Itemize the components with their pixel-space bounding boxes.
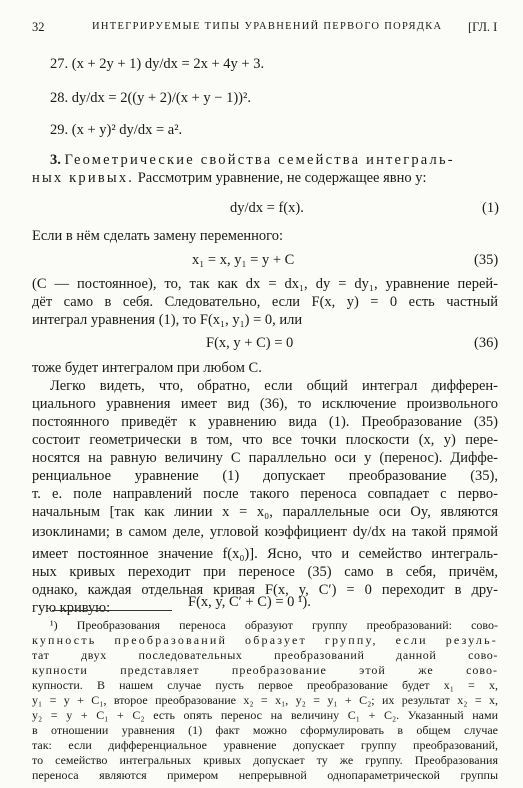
text-line: Если в нём сделать замену переменного: (32, 228, 284, 244)
section-number: 3. (50, 152, 61, 168)
text-line: гую кривую: (32, 600, 111, 616)
footnote-line: купности. В нашем случае пусть первое преобразование будет x₁ = x, (32, 678, 498, 692)
text-line: дёт само в себя. Следовательно, если F(x, y) = 0 есть частный (32, 294, 498, 310)
footnote-line: переноса являются примером непрерывной однопараметрической группы (32, 768, 498, 782)
equation-1: dy/dx = f(x). (230, 200, 304, 216)
text-line: изоклинами; в самом деле, угловой коэффициент dy/dx на такой прямой (32, 524, 498, 540)
footnote-line: ¹) Преобразования переноса образуют группу преобразований: сово- (50, 618, 498, 632)
exercise-29: 29. (x + y)² dy/dx = a². (50, 122, 183, 138)
equation-1-label: (1) (482, 200, 499, 216)
section-title-part2: ных кривых. (32, 170, 135, 186)
text-line: состоит геометрически в том, что все точки плоскости (x, y) пере- (32, 432, 498, 448)
section-heading-line1 (50, 152, 455, 169)
text-line: ных кривых переходит при переносе (35) само в себя, причём, (32, 564, 498, 580)
section-title-part1: Геометрические свойства семейства интеграль- (64, 152, 455, 168)
text-line: ренциальное уравнение (1) допускает преобразование (35), (32, 468, 498, 484)
text-line: т. е. поле направлений после такого переноса совпадает с перво- (32, 486, 498, 502)
text-line: имеет постоянное значение f(x₀)]. Ясно, что и семейство интеграль- (32, 546, 498, 562)
footnote-line: y₁ = y + C₁, второе преобразование x₂ = x₁, y₂ = y₁ + C₂; их результат x₂ = x, (32, 693, 498, 707)
text-line: интеграл уравнения (1), то F(x₁, y₁) = 0, или (32, 312, 303, 328)
footnote-rule (52, 610, 172, 611)
section-lead: Рассмотрим уравнение, не содержащее явно y: (134, 170, 427, 186)
footnote-line: то семейство интегральных кривых допускает ту же группу. Преобразования (32, 753, 498, 767)
chapter-label: [ГЛ. I (468, 20, 498, 34)
text-line: носятся на равную величину C параллельно оси y (перенос). Диффе- (32, 450, 498, 466)
footnote-line: y₂ = y + C₁ + C₂ есть опять перенос на величину C₁ + C₂. Указанный нами (32, 708, 498, 722)
footnote-line: так: если дифференциальное уравнение допускает группу преобразований, (32, 738, 498, 752)
footnote-line: в отношении уравнения (1) факт можно сформулировать в общем случае (32, 723, 498, 737)
equation-35: x₁ = x, y₁ = y + C (192, 252, 295, 268)
text-line: однако, каждая отдельная кривая F(x, y, C′) = 0 переходит в дру- (32, 582, 498, 598)
exercise-27: 27. (x + 2y + 1) dy/dx = 2x + 4y + 3. (50, 56, 265, 72)
equation-final: F(x, y, C′ + C) = 0 ¹). (188, 594, 311, 610)
text-line: циального уравнения имеет вид (36), то исключение произвольного (32, 396, 498, 412)
equation-36: F(x, y + C) = 0 (206, 335, 294, 351)
exercise-28: 28. dy/dx = 2((y + 2)/(x + y − 1))². (50, 90, 251, 106)
text-line: тоже будет интегралом при любом C. (32, 360, 262, 376)
page-number: 32 (32, 20, 45, 34)
text-line: (C — постоянное), то, так как dx = dx₁, dy = dy₁, уравнение перей- (32, 276, 498, 292)
footnote-line: тат двух последовательных преобразований данной сово- (32, 648, 498, 662)
running-title: ИНТЕГРИРУЕМЫЕ ТИПЫ УРАВНЕНИЙ ПЕРВОГО ПОРЯДКА (92, 21, 443, 32)
text-line: постоянного приведёт к уравнению вида (1). Преобразование (35) (32, 414, 498, 430)
text-line: начальным [так как линии x = x₀, параллельные оси Oy, являются (32, 504, 498, 520)
text-line: Легко видеть, что, обратно, если общий интеграл дифферен- (50, 378, 498, 394)
footnote-line: купность преобразований образует группу, если резуль- (32, 633, 498, 647)
section-heading-line2 (32, 170, 427, 187)
equation-35-label: (35) (474, 252, 499, 268)
equation-36-label: (36) (474, 335, 499, 351)
footnote-line: купности представляет преобразование этой же сово- (32, 663, 498, 677)
